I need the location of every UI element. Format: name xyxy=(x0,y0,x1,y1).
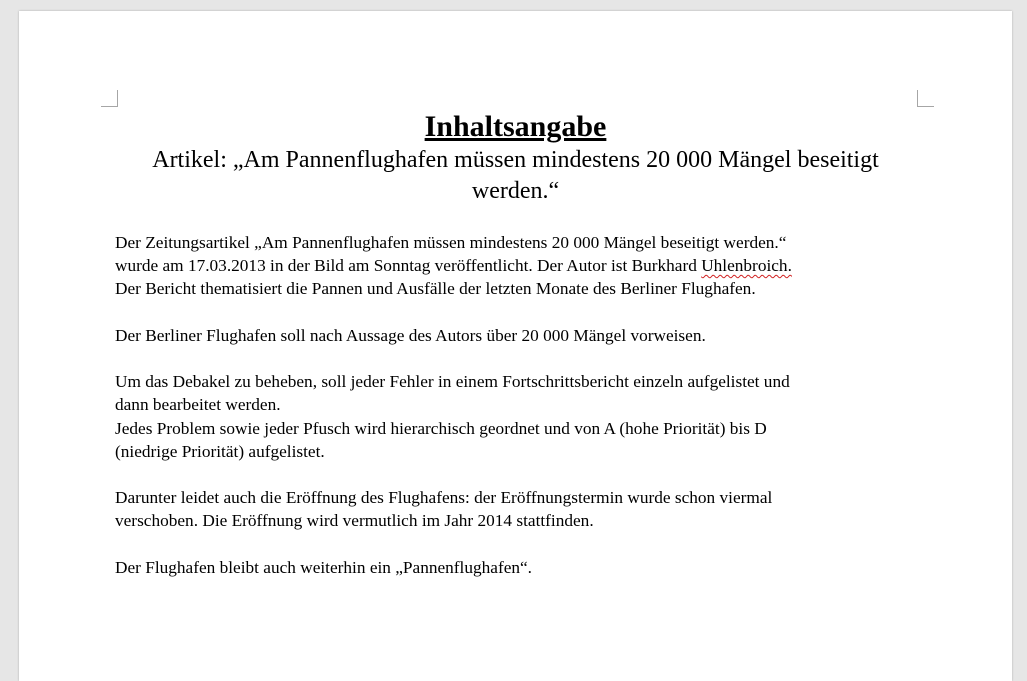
paragraph-1 xyxy=(115,231,915,301)
paragraph-5 xyxy=(115,556,915,579)
margin-corner-top-left xyxy=(101,90,118,107)
document-body[interactable] xyxy=(115,231,915,602)
text-line: Der Bericht thematisiert die Pannen und Ausfälle der letzten Monate des Berliner Flughafen. xyxy=(115,279,756,299)
document-title: Inhaltsangabe xyxy=(424,110,607,143)
text-line xyxy=(115,254,915,277)
text-line: Jedes Problem sowie jeder Pfusch wird hierarchisch geordnet und von A (hohe Priorität) bis D xyxy=(115,418,767,438)
text-line: Darunter leidet auch die Eröffnung des Flughafens: der Eröffnungstermin wurde schon viermal xyxy=(115,488,773,508)
text-line: dann bearbeitet werden. xyxy=(115,395,281,415)
text-line: verschoben. Die Eröffnung wird vermutlich im Jahr 2014 stattfinden. xyxy=(115,511,594,531)
paragraph-4 xyxy=(115,486,915,532)
text-line: Der Berliner Flughafen soll nach Aussage des Autors über 20 000 Mängel vorweisen. xyxy=(115,325,706,345)
text-line: Um das Debakel zu beheben, soll jeder Fehler in einem Fortschrittsbericht einzeln aufgelistet und xyxy=(115,372,790,392)
text-line: Der Zeitungsartikel „Am Pannenflughafen müssen mindestens 20 000 Mängel beseitigt werden.“ xyxy=(115,233,787,252)
document-subtitle: Artikel: „Am Pannenflughafen müssen mindestens 20 000 Mängel beseitigt werden.“ xyxy=(152,147,879,204)
paragraph-3 xyxy=(115,370,915,463)
document-page[interactable] xyxy=(19,11,1012,681)
paragraph-2 xyxy=(115,324,915,347)
text-line: Der Flughafen bleibt auch weiterhin ein „Pannenflughafen“. xyxy=(115,557,532,577)
text-line-segment: wurde am 17.03.2013 in der Bild am Sonntag veröffentlicht. Der Autor ist Burkhard xyxy=(115,256,702,276)
text-line: (niedrige Priorität) aufgelistet. xyxy=(115,441,325,461)
spellcheck-flagged-word[interactable]: Uhlenbroich. xyxy=(701,256,792,276)
margin-corner-top-right xyxy=(917,90,934,107)
